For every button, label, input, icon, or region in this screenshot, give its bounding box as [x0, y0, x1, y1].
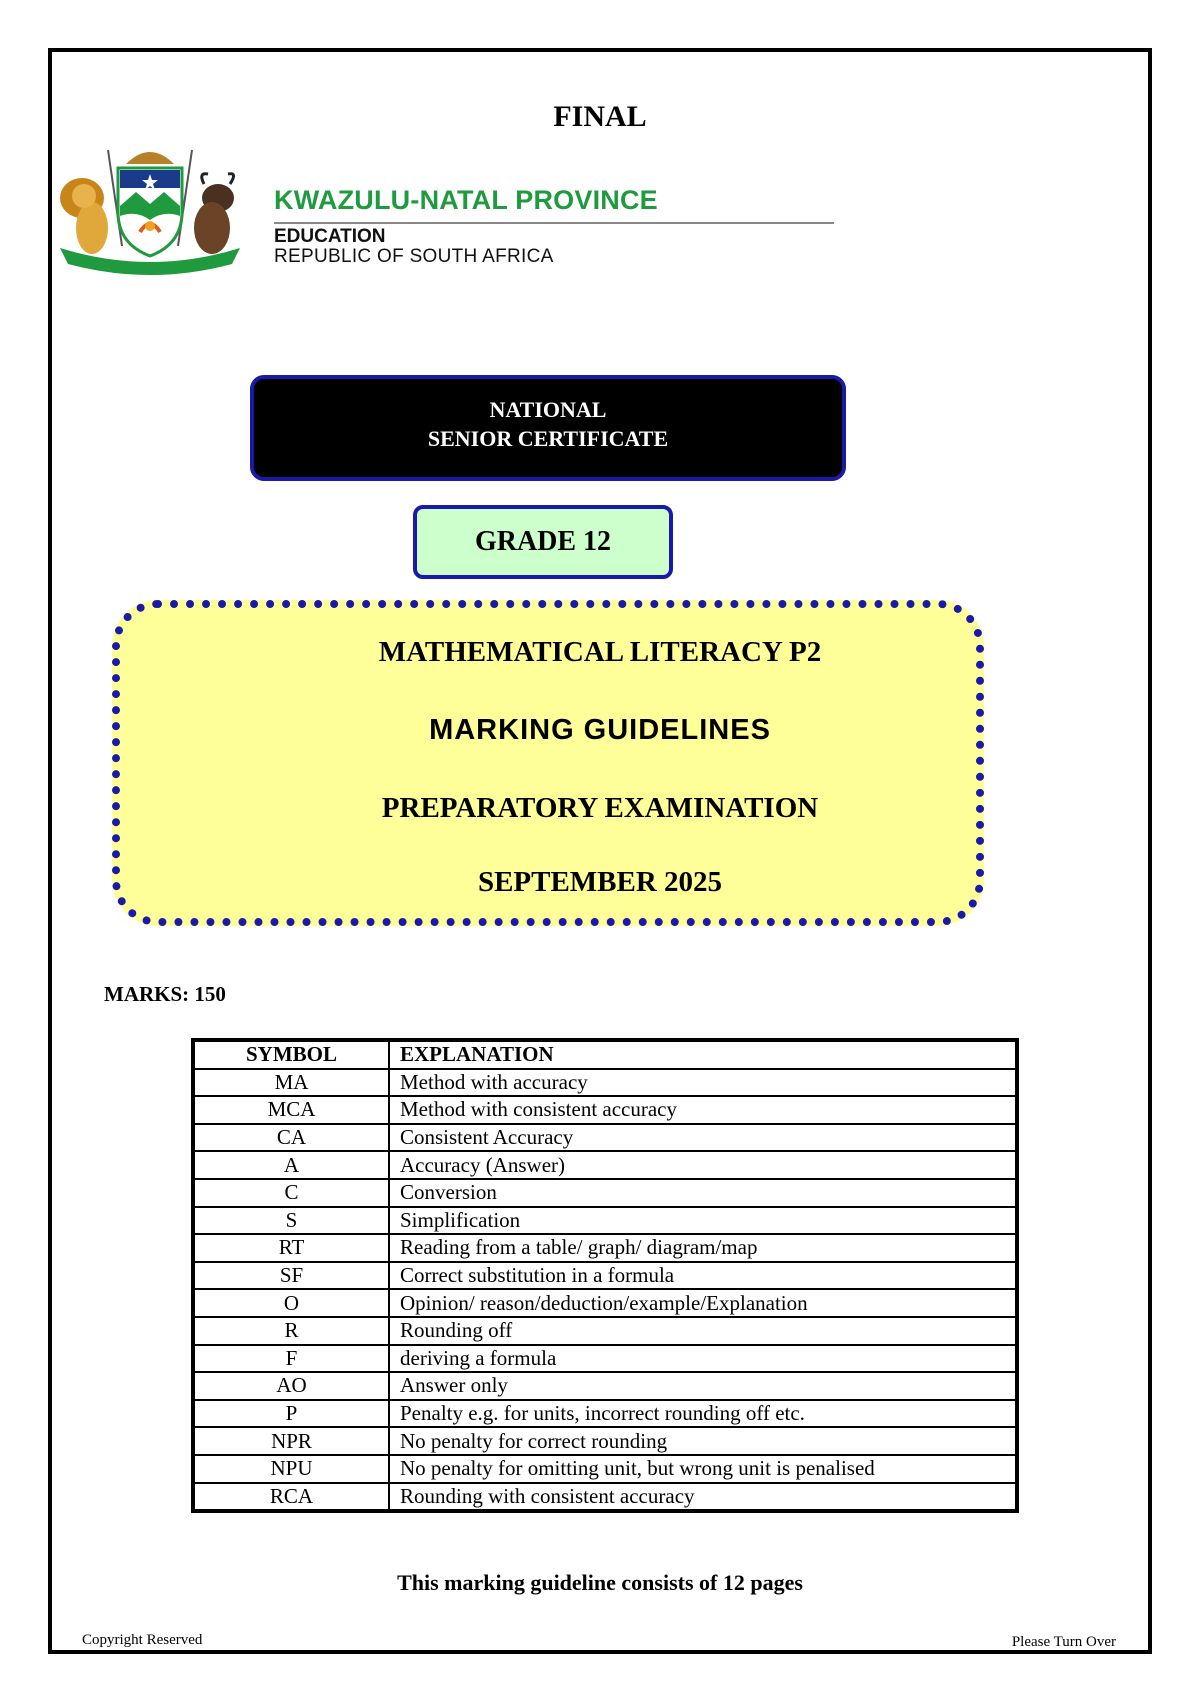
table-row — [193, 1151, 1017, 1179]
symbol-cell: S — [193, 1207, 389, 1235]
symbol-cell: R — [193, 1317, 389, 1345]
explanation-cell: Rounding with consistent accuracy — [389, 1483, 1017, 1512]
symbol-cell: A — [193, 1151, 389, 1179]
exam-title: PREPARATORY EXAMINATION — [381, 792, 819, 824]
province-name: KWAZULU-NATAL PROVINCE — [274, 185, 658, 215]
document-type-title: MARKING GUIDELINES — [429, 714, 771, 746]
certificate-line-1: NATIONAL — [489, 397, 607, 422]
table-row — [193, 1317, 1017, 1345]
table-row — [193, 1124, 1017, 1152]
symbol-cell: NPU — [193, 1455, 389, 1483]
certificate-line-2: SENIOR CERTIFICATE — [427, 426, 669, 451]
table-row — [193, 1179, 1017, 1207]
explanation-cell: Simplification — [389, 1207, 1017, 1235]
symbol-cell: MCA — [193, 1096, 389, 1124]
table-row — [193, 1262, 1017, 1290]
explanation-cell: Rounding off — [389, 1317, 1017, 1345]
symbol-cell: RT — [193, 1234, 389, 1262]
table-row — [193, 1483, 1017, 1512]
table-row — [193, 1372, 1017, 1400]
table-row — [193, 1455, 1017, 1483]
table-header-row — [193, 1040, 1017, 1069]
table-row — [193, 1400, 1017, 1428]
symbol-cell: C — [193, 1179, 389, 1207]
table-row — [193, 1069, 1017, 1097]
document-status: FINAL — [553, 100, 647, 133]
explanation-cell: deriving a formula — [389, 1345, 1017, 1373]
lion-head — [72, 184, 96, 208]
explanation-cell: Penalty e.g. for units, incorrect rounding off etc. — [389, 1400, 1017, 1428]
lion-body — [76, 202, 108, 254]
footer-copyright: Copyright Reserved — [82, 1632, 203, 1648]
province-divider — [274, 222, 834, 224]
wildebeest-body — [194, 202, 230, 254]
explanation-cell: Reading from a table/ graph/ diagram/map — [389, 1234, 1017, 1262]
department-name: EDUCATION — [274, 226, 386, 247]
symbol-cell: CA — [193, 1124, 389, 1152]
symbol-cell: F — [193, 1345, 389, 1373]
total-marks: MARKS: 150 — [104, 982, 226, 1006]
symbols-table — [191, 1038, 1019, 1513]
table-row — [193, 1427, 1017, 1455]
symbol-cell: AO — [193, 1372, 389, 1400]
explanation-cell: Method with accuracy — [389, 1069, 1017, 1097]
explanation-cell: Answer only — [389, 1372, 1017, 1400]
explanation-cell: Method with consistent accuracy — [389, 1096, 1017, 1124]
symbol-cell: NPR — [193, 1427, 389, 1455]
explanation-cell: Opinion/ reason/deduction/example/Explanation — [389, 1289, 1017, 1317]
page-count-note: This marking guideline consists of 12 pages — [397, 1570, 803, 1595]
table-row — [193, 1345, 1017, 1373]
symbol-cell: P — [193, 1400, 389, 1428]
symbol-cell: O — [193, 1289, 389, 1317]
symbol-cell: RCA — [193, 1483, 389, 1512]
table-row — [193, 1096, 1017, 1124]
table-row — [193, 1207, 1017, 1235]
certificate-banner — [250, 375, 846, 481]
header-symbol: SYMBOL — [193, 1040, 389, 1069]
table-row — [193, 1234, 1017, 1262]
table-row — [193, 1289, 1017, 1317]
explanation-cell: No penalty for omitting unit, but wrong unit is penalised — [389, 1455, 1017, 1483]
footer-turn-over: Please Turn Over — [1011, 1634, 1116, 1650]
symbol-cell: SF — [193, 1262, 389, 1290]
crest-crown — [126, 152, 174, 164]
explanation-cell: Accuracy (Answer) — [389, 1151, 1017, 1179]
explanation-cell: No penalty for correct rounding — [389, 1427, 1017, 1455]
explanation-cell: Consistent Accuracy — [389, 1124, 1017, 1152]
header-explanation: EXPLANATION — [389, 1040, 1017, 1069]
symbol-cell: MA — [193, 1069, 389, 1097]
explanation-cell: Conversion — [389, 1179, 1017, 1207]
exam-date: SEPTEMBER 2025 — [477, 866, 723, 898]
kzn-coat-of-arms-logo — [52, 136, 248, 276]
subject-title: MATHEMATICAL LITERACY P2 — [378, 636, 822, 668]
grade-badge: GRADE 12 — [413, 505, 673, 579]
explanation-cell: Correct substitution in a formula — [389, 1262, 1017, 1290]
country-name: REPUBLIC OF SOUTH AFRICA — [274, 246, 554, 267]
